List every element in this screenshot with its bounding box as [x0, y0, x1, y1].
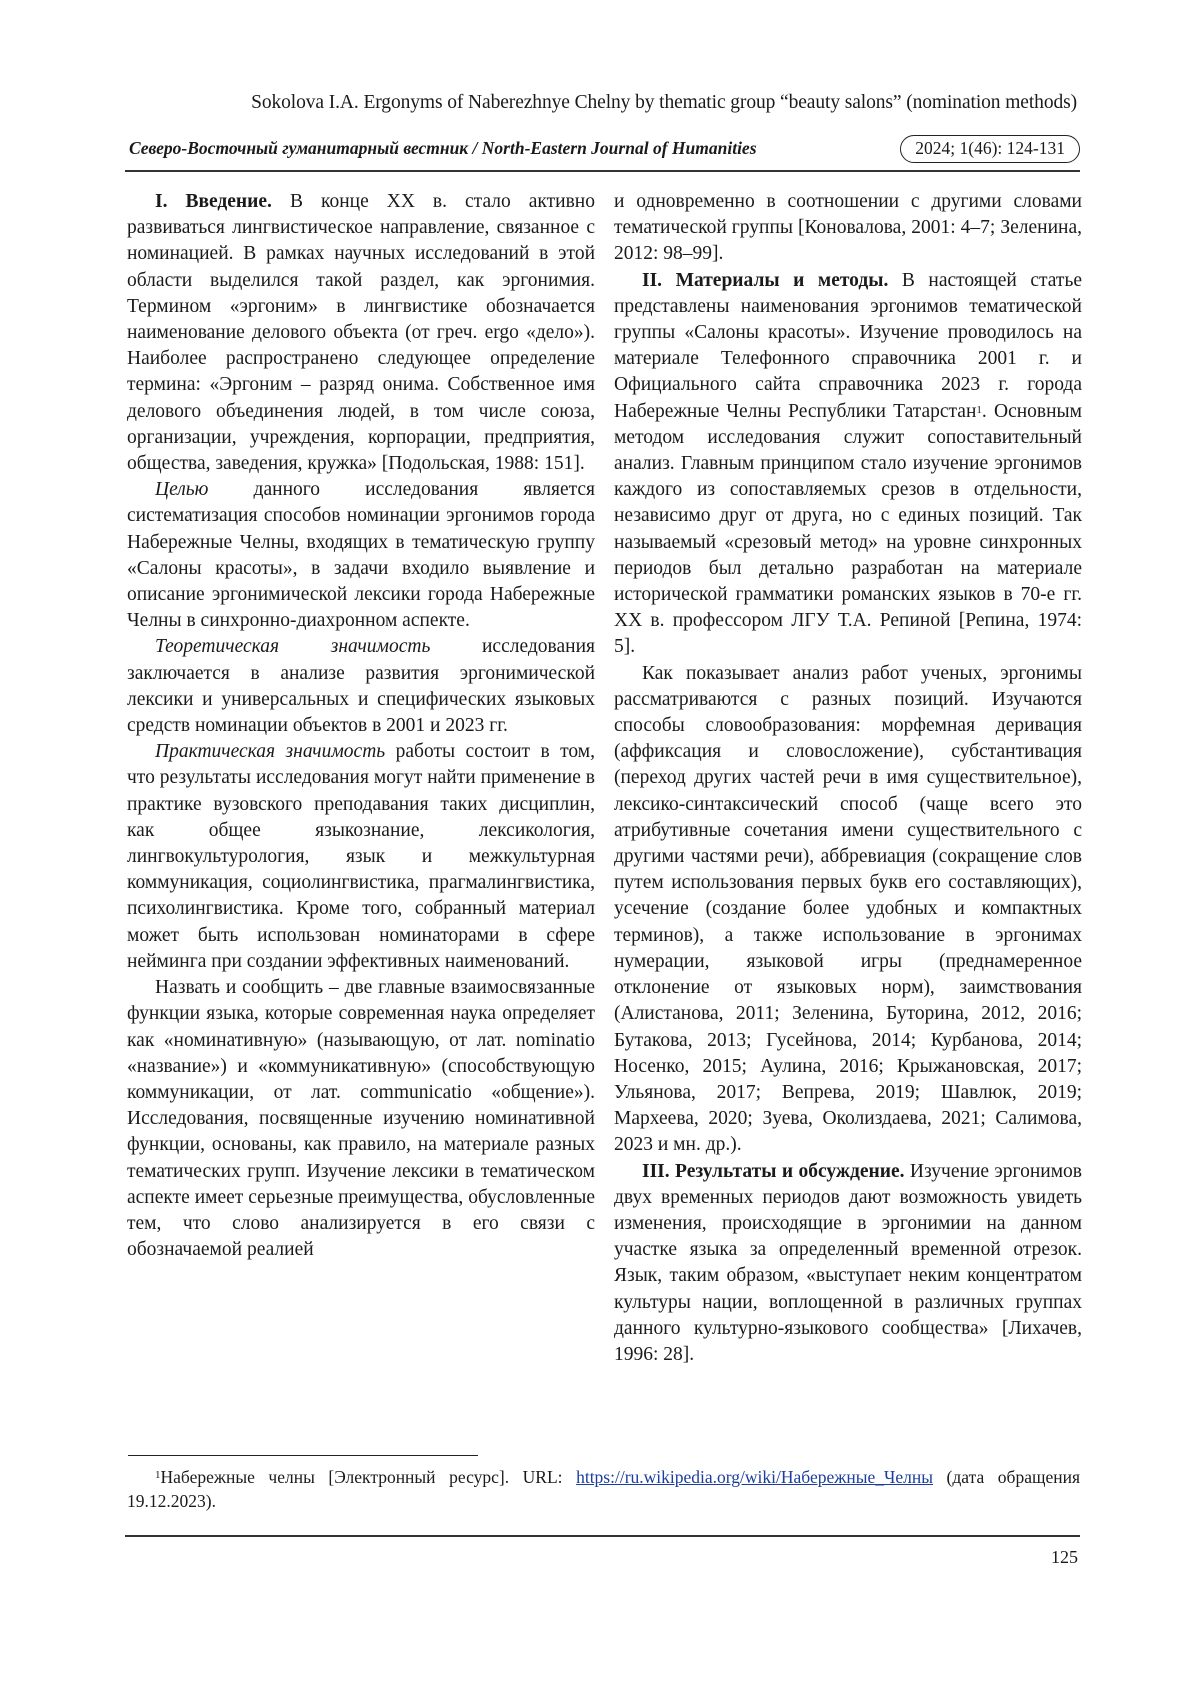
intro-paragraph: [127, 189, 595, 477]
page-number: 125: [1051, 1547, 1078, 1567]
goal-term: Целью: [155, 479, 209, 501]
goal-paragraph: [127, 477, 595, 634]
journal-title: Северо-Восточный гуманитарный вестник / North-Eastern Journal of Humanities: [129, 138, 757, 158]
footnote-reference[interactable]: 1: [976, 403, 982, 416]
footnote-text: Набережные челны [Электронный ресурс]. URL:: [160, 1467, 577, 1487]
goal-text: данного исследования является систематизация способов номинации эргонимов города Набережные Челны, входящих в тематическую группу «Салоны красоты», в задачи входило выявление и описание эргонимической лексики города Набережные Челны в синхронно-диахронном аспекте.: [127, 479, 595, 632]
right-column: [614, 189, 1082, 1368]
practice-term: Практическая значимость: [155, 741, 386, 763]
practice-paragraph: [127, 739, 595, 975]
footer-rule: [125, 1535, 1080, 1537]
footnote-access-date: (дата обращения 19.12.2023).: [127, 1467, 1080, 1511]
methods-text-b: . Основным методом исследования служит сопоставительный анализ. Главным принципом стало изучение эргонимов каждого из сопоставляемых срезов в отдельности, независимо друг от друга, но с единых позиций. Так называемый «срезовый метод» на уровне синхронных периодов был детально разработан на материале исторической грамматики романских языков в 70-е гг. XX в. профессором ЛГУ Т.А. Репиной [Репина, 1974: 5].: [614, 400, 1082, 658]
left-column: [127, 189, 595, 1263]
methods-text-a: В настоящей статье представлены наименования эргонимов тематической группы «Салоны красоты». Изучение проводилось на материале Телефонного справочника 2001 г. и Официального сайта справочника 2023 г. города Набережные Челны Республики Татарстан: [614, 269, 1083, 422]
methods-paragraph: [614, 268, 1082, 661]
theory-term: Теоретическая значимость: [155, 636, 431, 658]
section-heading-introduction: I. Введение.: [155, 191, 272, 212]
intro-text: В конце XX в. стало активно развиваться лингвистическое направление, связанное с номинацией. В рамках научных исследований в этой области выделился такой раздел, как эргонимия. Термином «эргоним» в лингвистике обозначается наименование делового объекта (от греч. ergo «дело»). Наиболее распространено следующее определение термина: «Эргоним – разряд онима. Собственное имя делового объединения людей, в том числе союза, организации, учреждения, корпорации, предприятия, общества, заведения, кружка» [Подольская, 1988: 151].: [127, 191, 595, 475]
results-paragraph: [614, 1159, 1082, 1369]
functions-paragraph: Назвать и сообщить – две главные взаимосвязанные функции языка, которые современная наука определяет как «номинативную» (называющую, от лат. nominatio «название») и «коммуникативную» (способствующую коммуникации, от лат. communicatio «общение»). Исследования, посвященные изучению номинативной функции, основаны, как правило, на материале разных тематических групп. Изучение лексики в тематическом аспекте имеет серьезные преимущества, обусловленные тем, что слово анализируется в его связи с обозначаемой реалией: [127, 977, 595, 1261]
journal-line: [125, 135, 1080, 163]
issue-badge: 2024; 1(46): 124-131: [900, 135, 1080, 163]
practice-text: работы состоит в том, что результаты исследования могут найти применение в практике вузовского преподавания таких дисциплин, как общее языкознание, лексикология, лингвокультурология, язык и межкультурная коммуникация, социолингвистика, прагмалингвистика, психолингвистика. Кроме того, собранный материал может быть использован номинаторами в сфере нейминга при создании эффективных наименований.: [127, 741, 595, 972]
running-head: Sokolova I.A. Ergonyms of Naberezhnye Chelny by thematic group “beauty salons” (nomination methods): [251, 92, 1077, 113]
footnote-mark: 1: [155, 1469, 161, 1481]
section-heading-results: III. Результаты и обсуждение.: [642, 1160, 905, 1182]
footnote: [127, 1465, 1080, 1513]
theory-text: исследования заключается в анализе развития эргонимической лексики и универсальных и специфических языковых средств номинации объектов в 2001 и 2023 гг.: [127, 636, 595, 737]
footnote-link[interactable]: https://ru.wikipedia.org/wiki/Набережные_Челны: [576, 1467, 933, 1487]
continuation-paragraph: и одновременно в соотношении с другими словами тематической группы [Коновалова, 2001: 4–7; Зеленина, 2012: 98–99].: [614, 191, 1082, 265]
theory-paragraph: [127, 634, 595, 739]
footnote-rule: [128, 1455, 478, 1456]
results-text: Изучение эргонимов двух временных периодов дают возможность увидеть изменения, происходящие в эргонимии на данном участке языка за определенный временной отрезок. Язык, таким образом, «выступает неким концентратом культуры нации, воплощенной в различных группах данного культурно-языкового сообщества» [Лихачев, 1996: 28].: [614, 1160, 1082, 1365]
section-heading-methods: II. Материалы и методы.: [642, 269, 889, 291]
header-rule: [125, 170, 1080, 172]
analysis-paragraph: Как показывает анализ работ ученых, эргонимы рассматриваются с разных позиций. Изучаются способы словообразования: морфемная деривация (аффиксация и словосложение), субстантивация (переход других частей речи в имя существительное), лексико-синтаксический способ (чаще всего это атрибутивные сочетания имени существительного с другими частями речи), аббревиация (сокращение слов путем использования первых букв его составляющих), усечение (создание более удобных и компактных терминов), а также использование в эргонимах нумерации, языковой игры (преднамеренное отклонение от языковых норм), заимствования (Алистанова, 2011; Зеленина, Буторина, 2012, 2016; Бутакова, 2013; Гусейнова, 2014; Курбанова, 2014; Носенко, 2015; Аулина, 2016; Крыжановская, 2017; Ульянова, 2017; Вепрева, 2019; Шавлюк, 2019; Мархеева, 2020; Зуева, Околиздаева, 2021; Салимова, 2023 и мн. др.).: [614, 662, 1082, 1156]
